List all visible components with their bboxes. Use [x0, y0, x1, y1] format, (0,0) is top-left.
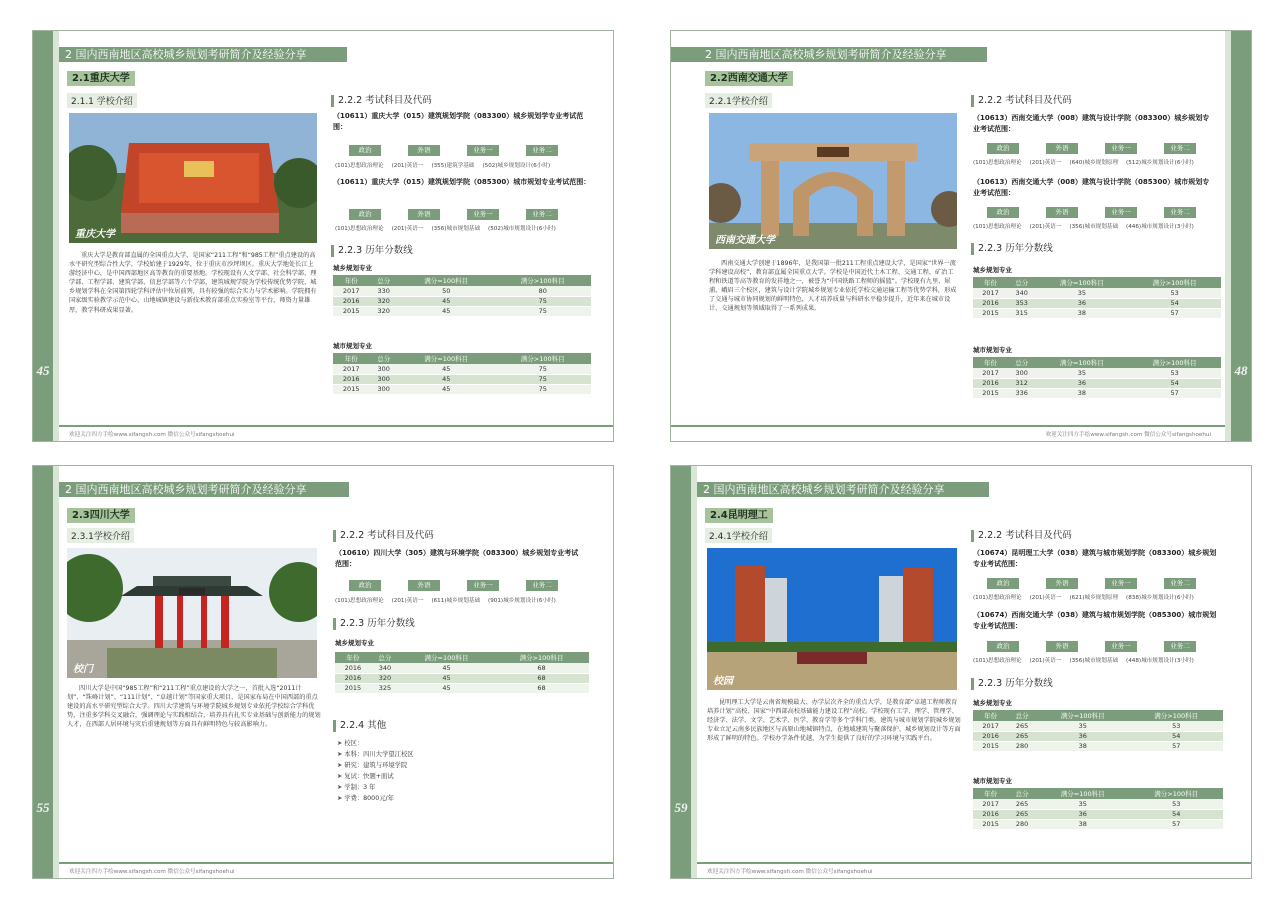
intro-heading: 2.2.1学校介绍 [705, 93, 772, 108]
chip-politics: 政治 [349, 209, 381, 220]
list-item: ➤ 本科：四川大学望江校区 [337, 749, 414, 760]
list-item: ➤ 学制：3 年 [337, 782, 414, 793]
chip-foreign: 外语 [1046, 641, 1078, 652]
table-row: 2016 320 45 68 [335, 673, 589, 683]
campus-photo [69, 113, 317, 243]
chip-major-1: 业务一 [467, 145, 499, 156]
chip-major-1: 业务一 [1105, 578, 1137, 589]
footer-rule [697, 862, 1251, 864]
exam-line-2: （10674）西南交通大学（038）建筑与城市规划学院（085300）城市规划专业考试范围： [973, 611, 1217, 630]
chapter-banner: 2 国内西南地区高校城乡规划考研简介及经验分享 [671, 47, 987, 62]
col-over100: 满分>100科目 [494, 275, 591, 286]
footer-text: 欢迎关注四方手绘www.sifangsh.com 微信公众号sifangshoehui [69, 432, 235, 438]
score-table: 年份 总分 满分=100科目 满分>100科目 2017 265 35 53 2016 265 36 54 2015 280 38 57 [973, 710, 1223, 752]
col-year: 年份 [333, 275, 369, 286]
exam-line-1: （10611）重庆大学（015）建筑规划学院（083300）城乡规划学专业考试范围： [333, 112, 584, 131]
table-row: 2015 280 38 57 [973, 741, 1223, 751]
chip-foreign: 外语 [1046, 207, 1078, 218]
photo-caption: 西南交通大学 [715, 235, 775, 246]
chip-major-2: 业务二 [526, 580, 558, 591]
chip-major-1: 业务一 [467, 580, 499, 591]
exam-heading: 2.2.2 考试科目及代码 [971, 95, 1072, 107]
col-total: 总分 [369, 275, 398, 286]
subject: (355)建筑学基础 [431, 163, 475, 169]
page-number: 55 [36, 800, 50, 815]
table-label: 城市规划专业 [333, 342, 372, 350]
table-row: 2016 340 45 68 [335, 663, 589, 673]
table-row: 2017 300 45 75 [333, 364, 591, 374]
chip-politics: 政治 [987, 143, 1019, 154]
table-label: 城乡规划专业 [333, 264, 372, 272]
score-table: 年份 总分 满分=100科目 满分>100科目 2017 340 35 53 2016 353 36 54 2015 315 38 57 [973, 277, 1221, 319]
side-bar [671, 466, 691, 878]
list-item: ➤ 研究：建筑与环境学院 [337, 760, 414, 771]
score-table: 年份 总分 满分=100科目 满分>100科目 2017 265 35 53 2016 265 36 54 2015 280 38 57 [973, 788, 1223, 830]
chip-major-2: 业务二 [1164, 207, 1196, 218]
subjects-row-2 [335, 224, 564, 232]
chip-foreign: 外语 [1046, 578, 1078, 589]
score-table [333, 275, 591, 317]
school-intro-text: 昆明理工大学是云南省规模最大、办学层次齐全的重点大学，是教育部“卓越工程师教育培养计划”高校、国家“中西部高校基础能力建设工程”高校。学校现有工学、理学、管理学、经济学、法学、文学、艺术学、医学、教育学等多个学科门类。建筑与城市规划学院城乡规划专业立足云南多民族地区与高原山地城镇特点，在地域建筑与聚落保护、城乡规划设计等方面形成了鲜明的特色。学校办学条件优越，为学生提供了良好的学习环境与实践平台。 [707, 699, 961, 743]
page-number: 59 [674, 800, 688, 815]
col-100: 满分=100科目 [398, 275, 494, 286]
side-bar-light [53, 31, 59, 441]
subject-chips-2 [349, 209, 585, 220]
table-label: 城乡规划专业 [973, 699, 1012, 707]
section-title: 2.1重庆大学 [67, 71, 135, 86]
other-info-list [337, 738, 414, 804]
side-bar-light [53, 466, 59, 878]
exam-heading: 2.2.2 考试科目及代码 [971, 530, 1072, 542]
subjects-row-1: (101)思想政治理论 (201)英语一 (611)城乡规划基础 (901)城乡规划设计(6小时) [335, 598, 556, 604]
score-heading: 2.2.3 历年分数线 [331, 245, 413, 257]
side-bar [33, 466, 53, 878]
chip-politics: 政治 [349, 145, 381, 156]
page-swjtu [670, 30, 1252, 442]
subject: (101)思想政治理论 [335, 163, 384, 169]
subject-chips-1 [349, 580, 585, 591]
score-heading: 2.2.3 历年分数线 [971, 243, 1053, 255]
table-row: 2016 353 36 54 [973, 298, 1221, 308]
subject-chips-2 [987, 207, 1223, 218]
exam-line-1: （10613）西南交通大学（008）建筑与设计学院（083300）城乡规划专业考试范围： [973, 114, 1210, 133]
subject: (502)城市规划设计(6小时) [488, 226, 556, 232]
campus-photo [67, 548, 317, 678]
intro-heading: 2.3.1学校介绍 [67, 528, 134, 543]
footer-rule [671, 425, 1225, 427]
page-chongqing [32, 30, 614, 442]
subjects-row-2: (101)思想政治理论 (201)英语一 (356)城市规划基础 (446)城市规划设计(3小时) [973, 224, 1194, 230]
subject: (201)英语一 [391, 163, 424, 169]
subject: (502)城乡规划设计(6小时) [482, 163, 551, 169]
table-label: 城乡规划专业 [335, 639, 374, 647]
footer-rule [59, 425, 613, 427]
table-row: 2015 325 45 68 [335, 683, 589, 693]
subjects-row-2: (101)思想政治理论 (201)英语一 (356)城市规划基础 (448)城市规划设计(3小时) [973, 658, 1194, 664]
section-title: 2.2西南交通大学 [705, 71, 793, 86]
table-row: 2016 300 45 75 [333, 374, 591, 384]
chip-major-1: 业务一 [1105, 207, 1137, 218]
chip-politics: 政治 [349, 580, 381, 591]
photo-caption: 校园 [713, 676, 733, 687]
chip-major-2: 业务二 [1164, 578, 1196, 589]
section-title: 2.4昆明理工 [705, 508, 773, 523]
chip-major-1: 业务一 [1105, 641, 1137, 652]
chip-major-2: 业务二 [1164, 641, 1196, 652]
score-table: 年份 总分 满分=100科目 满分>100科目 2017 300 45 75 2016 300 45 75 2015 300 45 75 [333, 353, 591, 395]
chip-foreign: 外语 [408, 209, 440, 220]
side-bar-light [1225, 31, 1231, 441]
school-intro-text: 四川大学是中国“985工程”和“211工程”重点建设的大学之一，首批入选“2011计划”、“珠峰计划”、“111计划”、“卓越计划”等国家重大项目，是国家布局在中国西部的重点建设的高水平研究型综合大学。四川大学建筑与环境学院城乡规划专业依托学校综合学科优势，注重多学科交叉融合，强调理论与实践相结合，培养具有扎实专业基础与创新能力的规划人才，在西部人居环境与灾后重建规划等方面具有鲜明特色与较高影响力。 [67, 685, 321, 729]
subject-chips-1 [987, 578, 1223, 589]
footer-text: 欢迎关注四方手绘www.sifangsh.com 微信公众号sifangshoehui [1045, 432, 1211, 438]
table-row: 2016 265 36 54 [973, 731, 1223, 741]
table-row: 2015 300 45 75 [333, 384, 591, 394]
chip-politics: 政治 [987, 578, 1019, 589]
exam-line-2: （10613）西南交通大学（008）建筑与设计学院（085300）城市规划专业考试范围： [973, 178, 1210, 197]
photo-caption: 重庆大学 [75, 229, 115, 240]
chip-politics: 政治 [987, 207, 1019, 218]
subject-chips-2 [987, 641, 1223, 652]
table-row: 2015 320 45 75 [333, 306, 591, 316]
side-bar [33, 31, 53, 441]
subjects-row-1: (101)思想政治理论 (201)英语一 (621)城乡规划原理 (838)城乡规划设计(6小时) [973, 595, 1194, 601]
subject: (101)思想政治理论 [335, 226, 384, 232]
table-row: 2015 336 38 57 [973, 388, 1221, 398]
table-label: 城市规划专业 [973, 346, 1012, 354]
list-item: ➤ 复试：快题+面试 [337, 771, 414, 782]
footer-text: 欢迎关注四方手绘www.sifangsh.com 微信公众号sifangshoehui [707, 869, 873, 875]
intro-heading: 2.4.1学校介绍 [705, 528, 772, 543]
list-item: ➤ 校区： [337, 738, 414, 749]
table-row: 2017 340 35 53 [973, 288, 1221, 298]
chip-foreign: 外语 [408, 580, 440, 591]
subject: (356)城市规划基础 [431, 226, 481, 232]
chapter-banner: 2 国内西南地区高校城乡规划考研简介及经验分享 [59, 47, 347, 62]
subject-chips-1 [987, 143, 1223, 154]
school-intro-text: 西南交通大学创建于1896年，是我国第一批211工程重点建设大学，是国家“世界一流学科建设高校”，教育部直属全国重点大学。学校是中国近代土木工程、交通工程、矿冶工程和铁道等高等教育的发祥地之一，被誉为“中国铁路工程师的摇篮”。学校现有九里、犀浦、峨眉三个校区，建筑与设计学院城乡规划专业依托学校交通运输工程等优势学科，形成了交通与城市协同规划的鲜明特色，人才培养质量与科研水平稳步提升，近年来在城市设计、交通规划等领域取得了一系列成果。 [709, 260, 957, 313]
score-table: 年份 总分 满分=100科目 满分>100科目 2016 340 45 68 2016 320 45 68 2015 325 45 68 [335, 652, 589, 694]
list-item: ➤ 学费：8000元/年 [337, 793, 414, 804]
table-label: 城市规划专业 [973, 777, 1012, 785]
subject: (201)英语一 [391, 226, 424, 232]
score-table: 年份 总分 满分=100科目 满分>100科目 2017 300 35 53 2016 312 36 54 2015 336 38 57 [973, 357, 1221, 399]
exam-heading: 2.2.2 考试科目及代码 [331, 95, 432, 107]
exam-line-2: （10611）重庆大学（015）建筑规划学院（085300）城市规划专业考试范围： [333, 178, 591, 186]
photo-caption: 校门 [73, 664, 93, 675]
footer-rule [59, 862, 613, 864]
school-intro-text: 重庆大学是教育部直属的全国重点大学，是国家“211工程”和“985工程”重点建设的高水平研究型综合性大学，学校始建于1929年，位于重庆市沙坪坝区。重庆大学地处长江上游经济中心，是中国西部地区高等教育的重要基地。学校现设有人文学部、社会科学部、理学部、工程学部、建筑学部、信息学部等六个学部，建筑城规学院为学校传统优势学院，城乡规划学科在全国第四轮学科评估中位居前列，具有较强的综合实力与学术影响。学院拥有国家级实验教学示范中心、山地城镇建设与新技术教育部重点实验室等平台，师资力量雄厚，教学科研成果显著。 [69, 252, 317, 314]
page-number: 45 [36, 363, 50, 378]
chapter-banner: 2 国内西南地区高校城乡规划考研简介及经验分享 [697, 482, 989, 497]
page-scu [32, 465, 614, 879]
chip-major-1: 业务一 [467, 209, 499, 220]
table-row: 2016 320 45 75 [333, 296, 591, 306]
table-label: 城乡规划专业 [973, 266, 1012, 274]
score-heading: 2.2.3 历年分数线 [971, 678, 1053, 690]
intro-heading: 2.1.1 学校介绍 [67, 93, 137, 108]
campus-photo [709, 113, 957, 249]
subjects-row-1 [335, 161, 558, 169]
side-bar-light [691, 466, 697, 878]
chip-major-2: 业务二 [526, 145, 558, 156]
page-number: 48 [1234, 363, 1248, 378]
subjects-row-1: (101)思想政治理论 (201)英语一 (640)城乡规划原理 (512)城乡规划设计(6小时) [973, 160, 1194, 166]
chip-major-2: 业务二 [526, 209, 558, 220]
page-kust [670, 465, 1252, 879]
table-row: 2015 280 38 57 [973, 819, 1223, 829]
table-row: 2016 312 36 54 [973, 378, 1221, 388]
exam-line-1: （10610）四川大学（305）建筑与环境学院（083300）城乡规划专业考试范围： [335, 549, 579, 568]
footer-text: 欢迎关注四方手绘www.sifangsh.com 微信公众号sifangshoehui [69, 869, 235, 875]
table-row: 2016 265 36 54 [973, 809, 1223, 819]
chapter-banner: 2 国内西南地区高校城乡规划考研简介及经验分享 [59, 482, 349, 497]
exam-line-1: （10674）昆明理工大学（038）建筑与城市规划学院（083300）城乡规划专业考试范围： [973, 549, 1217, 568]
section-title: 2.3四川大学 [67, 508, 135, 523]
subject-chips-1 [349, 145, 585, 156]
table-row: 2017 265 35 53 [973, 799, 1223, 809]
side-bar [1231, 31, 1251, 441]
chip-foreign: 外语 [408, 145, 440, 156]
table-row: 2017 300 35 53 [973, 368, 1221, 378]
chip-politics: 政治 [987, 641, 1019, 652]
chip-major-1: 业务一 [1105, 143, 1137, 154]
other-heading: 2.2.4 其他 [333, 720, 386, 732]
table-row: 2017 265 35 53 [973, 721, 1223, 731]
campus-photo [707, 548, 957, 690]
exam-heading: 2.2.2 考试科目及代码 [333, 530, 434, 542]
score-heading: 2.2.3 历年分数线 [333, 618, 415, 630]
table-row: 2017 330 50 80 [333, 286, 591, 296]
table-row: 2015 315 38 57 [973, 308, 1221, 318]
chip-foreign: 外语 [1046, 143, 1078, 154]
chip-major-2: 业务二 [1164, 143, 1196, 154]
